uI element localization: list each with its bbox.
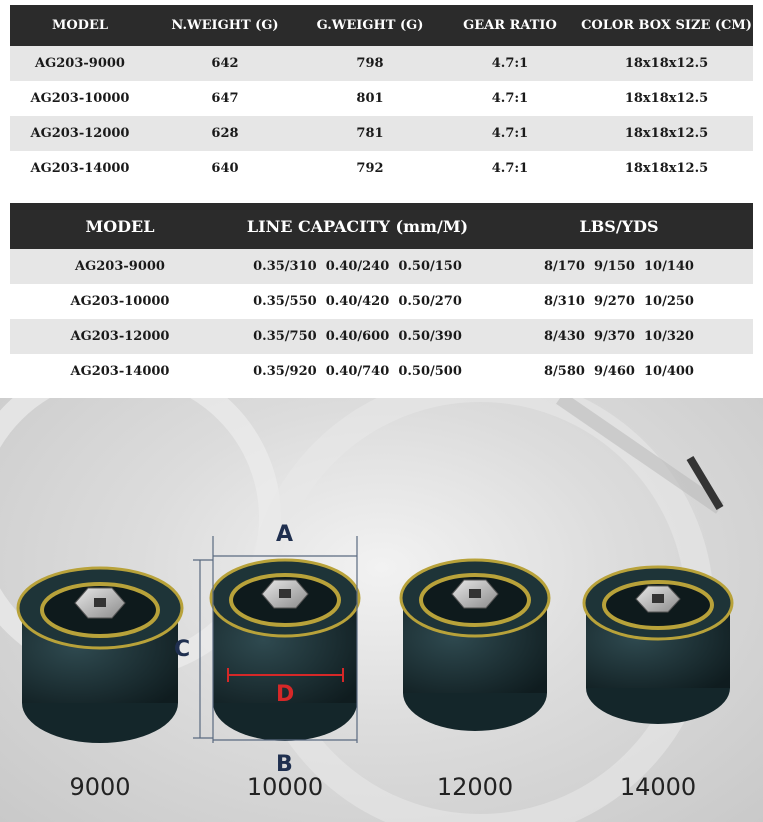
cell-lbs-yds: 8/310 9/270 10/250 [544, 294, 694, 309]
cell-g-weight: 801 [356, 91, 384, 106]
cell-box-size: 18x18x12.5 [624, 56, 709, 71]
cell-line-capacity: 0.35/550 0.40/420 0.50/270 [253, 294, 462, 309]
cell-n-weight: 640 [211, 161, 239, 176]
header-g-weight: G.WEIGHT (G) [316, 18, 424, 33]
header-n-weight: N.WEIGHT (G) [171, 18, 279, 33]
cell-n-weight: 628 [211, 126, 239, 141]
specs-table-header [10, 5, 753, 46]
table-row [10, 249, 753, 284]
header-model: MODEL [85, 216, 155, 236]
cell-model: AG203-14000 [70, 364, 170, 379]
cell-line-capacity: 0.35/750 0.40/600 0.50/390 [253, 329, 462, 344]
cell-line-capacity: 0.35/310 0.40/240 0.50/150 [253, 259, 462, 274]
spool-14000 [584, 567, 732, 724]
spool-10000 [211, 560, 359, 741]
dimension-label-d: D [276, 682, 295, 707]
dimension-label-c: C [174, 637, 191, 662]
header-box-size: COLOR BOX SIZE (CM) [581, 18, 752, 33]
spool-photo [0, 398, 763, 822]
header-lbs-yds: LBS/YDS [579, 216, 659, 236]
cell-model: AG203-9000 [75, 259, 165, 274]
header-gear-ratio: GEAR RATIO [463, 18, 557, 33]
table-row [10, 319, 753, 354]
table-row [10, 81, 753, 116]
cell-lbs-yds: 8/580 9/460 10/400 [544, 364, 694, 379]
cell-model: AG203-10000 [30, 91, 130, 106]
cell-lbs-yds: 8/170 9/150 10/140 [544, 259, 694, 274]
table-row [10, 284, 753, 319]
cell-box-size: 18x18x12.5 [624, 161, 709, 176]
table-row [10, 46, 753, 81]
cell-model: AG203-12000 [30, 126, 130, 141]
cell-g-weight: 798 [356, 56, 384, 71]
dimension-label-b: B [276, 752, 293, 777]
header-line-capacity: LINE CAPACITY (mm/M) [246, 216, 469, 236]
line-capacity-table [10, 203, 753, 389]
cell-gear-ratio: 4.7:1 [491, 56, 529, 71]
table-row [10, 151, 753, 186]
spool-label-14000: 14000 [619, 773, 697, 801]
spool-9000 [18, 568, 182, 743]
cell-n-weight: 647 [211, 91, 239, 106]
table-row [10, 116, 753, 151]
spool-12000 [401, 560, 549, 731]
cell-model: AG203-14000 [30, 161, 130, 176]
cell-g-weight: 781 [356, 126, 384, 141]
cell-line-capacity: 0.35/920 0.40/740 0.50/500 [253, 364, 462, 379]
specs-table [10, 5, 753, 186]
spool-label-12000: 12000 [436, 773, 514, 801]
spool-label-9000: 9000 [69, 773, 131, 801]
spool-label-10000: 10000 [246, 773, 324, 801]
line-capacity-header [10, 203, 753, 249]
header-model: MODEL [51, 18, 109, 33]
cell-n-weight: 642 [211, 56, 239, 71]
cell-lbs-yds: 8/430 9/370 10/320 [544, 329, 694, 344]
cell-model: AG203-10000 [70, 294, 170, 309]
cell-box-size: 18x18x12.5 [624, 91, 709, 106]
cell-gear-ratio: 4.7:1 [491, 161, 529, 176]
cell-g-weight: 792 [356, 161, 384, 176]
cell-model: AG203-12000 [70, 329, 170, 344]
cell-box-size: 18x18x12.5 [624, 126, 709, 141]
cell-gear-ratio: 4.7:1 [491, 126, 529, 141]
dimension-label-a: A [276, 522, 294, 547]
table-row [10, 354, 753, 389]
cell-model: AG203-9000 [35, 56, 125, 71]
spool-illustration [0, 398, 763, 822]
cell-gear-ratio: 4.7:1 [491, 91, 529, 106]
